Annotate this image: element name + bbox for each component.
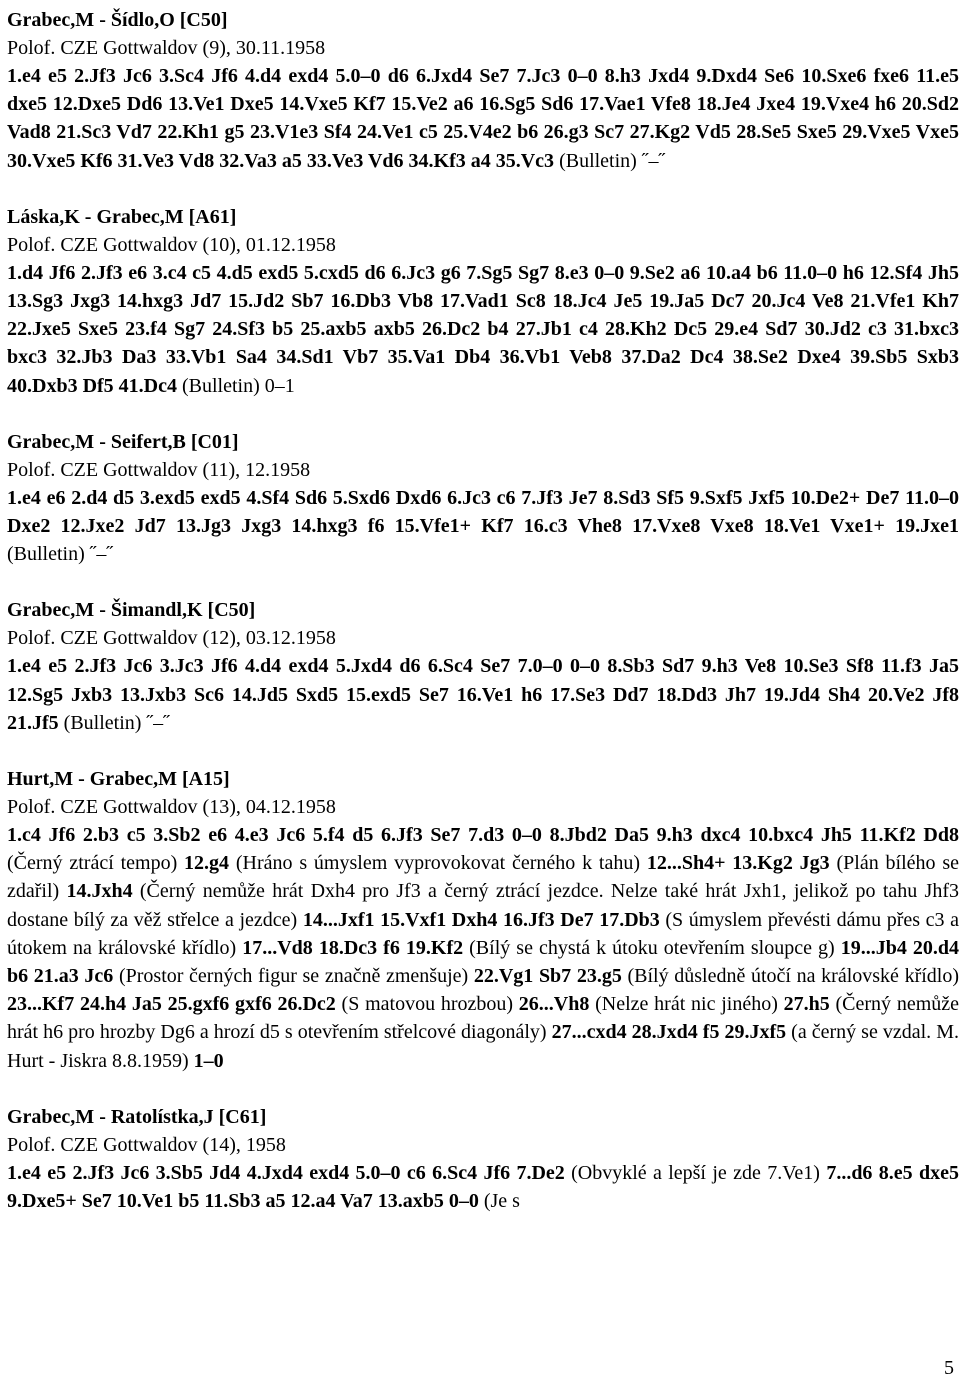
move-text: 1.d4 Jf6 2.Jf3 e6 3.c4 c5 4.d5 exd5 5.cxd5 d6 6.Jc3 g6 7.Sg5 Sg7 8.e3 0–0 9.Se2 a6 10.a4 b6 11.0–0 h6 12.Sf4 Jh5 13.Sg3 Jxg3 14.hxg3 Jd7 15.Jd2 Sb7 16.Db3 Vb8 17.Vad1 Sc8 18.Jc4 Je5 19.Ja5 Dc7 20.Jc4 Ve8 21.Vfe1 Kh7 22.Jxe5 Sxe5 23.f4 Sg7 24.Sf3 b5 25.axb5 axb5 26.Dc2 b4 27.Jb1 c4 28.Kh2 Dc5 29.e4 Sd7 30.Jd2 c3 31.bxc3 bxc3 32.Jb3 Da3 33.Vb1 Sa4 34.Sd1 Vb7 35.Va1 Db4 36.Vb1 Veb8 37.Da2 Dc4 38.Se2 Dxe4 39.Sb5 Sxb3 40.Dxb3 Df5 41.Dc4: [7, 261, 959, 397]
move-text: 14.Jxh4: [66, 880, 133, 903]
game-header: Hurt,M - Grabec,M [A15]: [7, 768, 230, 791]
move-text: 12...Sh4+ 13.Kg2 Jg3: [646, 852, 830, 875]
game-record: [7, 6, 959, 175]
game-moves: [7, 62, 959, 175]
move-text: 14...Jxf1 15.Vxf1 Dxh4 16.Jf3 De7 17.Db3: [302, 908, 660, 931]
comment-text: (Bulletin) 0–1: [177, 374, 295, 397]
move-text: 1.e4 e5 2.Jf3 Jc6 3.Sc4 Jf6 4.d4 exd4 5.0–0 d6 6.Jxd4 Se7 7.Jc3 0–0 8.h3 Jxd4 9.Dxd4 Se6 10.Sxe6 fxe6 11.e5 dxe5 12.Dxe5 Dd6 13.Ve1 Dxe5 14.Vxe5 Kf7 15.Ve2 a6 16.Sg5 Sd6 17.Vae1 Vfe8 18.Je4 Jxe4 19.Vxe4 h6 20.Sd2 Vad8 21.Sc3 Vd7 22.Kh1 g5 23.V1e3 Sf4 24.Ve1 c5 25.V4e2 b6 26.g3 Sc7 27.Kg2 Vd5 28.Se5 Sxe5 29.Vxe5 Vxe5 30.Vxe5 Kf6 31.Ve3 Vd8 32.Va3 a5 33.Ve3 Vd6 34.Kf3 a4 35.Vc3: [7, 65, 959, 172]
comment-text: (Prostor černých figur se značně zmenšuje): [113, 965, 474, 988]
comment-text: (Černý nemůže hrát Dxh4 pro Jf3 a černý ztrácí jezdce. Nelze také hrát Jxh1, jelikož po tahu Jhf3 dostane bílý za věž střelce a jezdce): [7, 880, 960, 931]
comment-text: (Černý ztrácí tempo): [7, 852, 185, 875]
move-text: 27.h5: [783, 993, 830, 1016]
game-moves: [7, 821, 959, 1075]
comment-text: (Bulletin): [554, 149, 642, 172]
game-event: Polof. CZE Gottwaldov (11), 12.1958: [7, 458, 311, 481]
game-moves: [7, 1159, 959, 1215]
comment-text: (Nelze hrát nic jiného): [589, 993, 784, 1016]
game-moves: [7, 259, 959, 400]
move-text: 1–0: [193, 1049, 224, 1072]
move-text: 1.e4 e5 2.Jf3 Jc6 3.Sb5 Jd4 4.Jxd4 exd4 5.0–0 c6 6.Sc4 Jf6 7.De2: [7, 1161, 565, 1184]
comment-text: (a černý se vzdal. M. Hurt - Jiskra 8.8.1959): [7, 1021, 959, 1072]
move-text: 1.c4 Jf6 2.b3 c5 3.Sb2 e6 4.e3 Jc6 5.f4 d5 6.Jf3 Se7 7.d3 0–0 8.Jbd2 Da5 9.h3 dxc4 10.bxc4 Jh5 11.Kf2 Dd8: [7, 824, 959, 847]
game-event: Polof. CZE Gottwaldov (14), 1958: [7, 1133, 286, 1156]
comment-text: (Bulletin): [58, 711, 147, 734]
comment-text: (Bílý se chystá k útoku otevřením sloupce g): [463, 936, 841, 959]
move-text: 1.e4 e6 2.d4 d5 3.exd5 exd5 4.Sf4 Sd6 5.Sxd6 Dxd6 6.Jc3 c6 7.Jf3 Je7 8.Sd3 Sf5 9.Sxf5 Jxf5 10.De2+ De7 11.0–0 Dxe2 12.Jxe2 Jd7 13.Jg3 Jxg3 14.hxg3 f6 15.Vfe1+ Kf7 16.c3 Vhe8 17.Vxe8 Vxe8 18.Ve1 Vxe1+ 19.Jxe1: [7, 486, 959, 538]
game-header: Grabec,M - Ratolístka,J [C61]: [7, 1105, 267, 1128]
game-event: Polof. CZE Gottwaldov (9), 30.11.1958: [7, 37, 326, 59]
move-text: 22.Vg1 Sb7 23.g5: [473, 965, 622, 988]
game-record: [7, 596, 959, 737]
game-header: Láska,K - Grabec,M [A61]: [7, 205, 237, 228]
document-page: [7, 6, 959, 1215]
game-record: [7, 428, 959, 569]
move-text: 27...cxd4 28.Jxd4 f5 29.Jxf5: [551, 1021, 787, 1044]
comment-text: (Obvyklé a lepší je zde 7.Ve1): [564, 1161, 827, 1184]
move-text: 7...d6 8.e5 dxe5 9.Dxe5+ Se7 10.Ve1 b5 11.Sb3 a5 12.a4 Va7 13.axb5 0–0: [7, 1161, 959, 1213]
move-text: 26...Vh8: [518, 993, 590, 1016]
game-record: [7, 765, 959, 1075]
move-text: 1.e4 e5 2.Jf3 Jc6 3.Jc3 Jf6 4.d4 exd4 5.Jxd4 d6 6.Sc4 Se7 7.0–0 0–0 8.Sb3 Sd7 9.h3 Ve8 10.Se3 Sf8 11.f3 Ja5 12.Sg5 Jxb3 13.Jxb3 Sc6 14.Jd5 Sxd5 15.exd5 Se7 16.Ve1 h6 17.Se3 Dd7 18.Dd3 Jh7 19.Jd4 Sh4 20.Ve2 Jf8 21.Jf5: [7, 655, 959, 734]
move-text: 17...Vd8 18.Dc3 f6 19.Kf2: [242, 936, 464, 959]
move-text: 23...Kf7 24.h4 Ja5 25.gxf6 gxf6 26.Dc2: [7, 993, 336, 1016]
move-text: 12.g4: [184, 852, 230, 875]
comment-text: (Je s: [478, 1190, 520, 1213]
comment-text: (Bílý důsledně útočí na královské křídlo): [621, 965, 960, 988]
comment-text: (Bulletin): [7, 543, 90, 566]
comment-text: ˝–˝: [89, 543, 114, 566]
comment-text: (Černý nemůže hrát h6 pro hrozby Dg6 a hrozí d5 s otevřením střelcové diagonály): [7, 993, 960, 1044]
game-record: [7, 203, 959, 400]
comment-text: (S úmyslem převésti dámu přes c3 a útokem na královské křídlo): [7, 908, 959, 959]
page-number: 5: [944, 1357, 954, 1379]
game-header: Grabec,M - Šídlo,O [C50]: [7, 9, 228, 31]
game-event: Polof. CZE Gottwaldov (10), 01.12.1958: [7, 233, 336, 256]
comment-text: ˝–˝: [641, 149, 666, 172]
game-header: Grabec,M - Seifert,B [C01]: [7, 430, 239, 453]
comment-text: (Plán bílého se zdařil): [7, 852, 959, 903]
comment-text: ˝–˝: [146, 711, 170, 734]
game-moves: [7, 484, 959, 569]
game-event: Polof. CZE Gottwaldov (12), 03.12.1958: [7, 627, 336, 650]
game-record: [7, 1103, 959, 1215]
move-text: 19...Jb4 20.d4 b6 21.a3 Jc6: [7, 936, 960, 988]
game-event: Polof. CZE Gottwaldov (13), 04.12.1958: [7, 796, 336, 819]
game-header: Grabec,M - Šimandl,K [C50]: [7, 599, 256, 622]
game-moves: [7, 652, 959, 737]
comment-text: (Hráno s úmyslem vyprovokovat černého k tahu): [229, 852, 647, 875]
comment-text: (S matovou hrozbou): [335, 993, 519, 1016]
